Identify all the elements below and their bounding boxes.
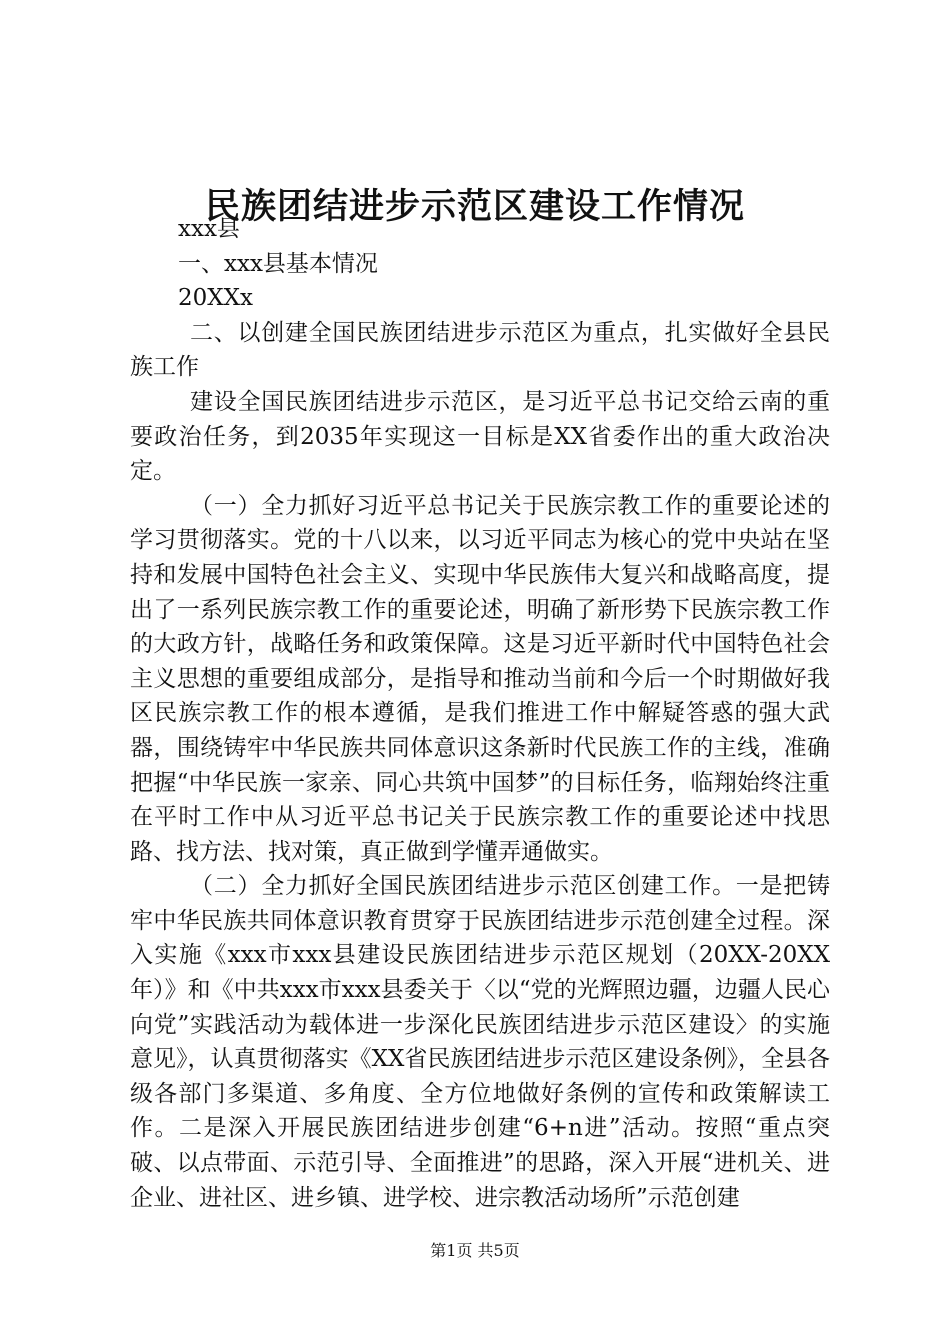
county-line: xxx县 (178, 216, 240, 242)
paragraph-part-1: （一）全力抓好习近平总书记关于民族宗教工作的重要论述的学习贯彻落实。党的十八以来，以习近平同志为核心的党中央站在坚持和发展中国特色社会主义、实现中华民族伟大复兴和战略高度，提出了一系列民族宗教工作的重要论述，明确了新形势下民族宗教工作的大政方针，战略任务和政策保障。这是习近平新时代中国特色社会主义思想的重要组成部分，是指导和推动当前和今后一个时期做好我区民族宗教工作的根本遵循，是我们推进工作中解疑答惑的强大武器，围绕铸牢中华民族共同体意识这条新时代民族工作的主线，准确把握“中华民族一家亲、同心共筑中国梦”的目标任务，临翔始终注重在平时工作中从习近平总书记关于民族宗教工作的重要论述中找思路、找方法、找对策，真正做到学懂弄通做实。 (130, 492, 830, 865)
paragraph-intro: 建设全国民族团结进步示范区，是习近平总书记交给云南的重要政治任务，到2035年实现这一目标是XX省委作出的重大政治决定。 (130, 388, 830, 485)
document-body (130, 212, 830, 1215)
document-title: 民族团结进步示范区建设工作情况 (204, 186, 745, 227)
section-heading-1: 一、xxx县基本情况 (178, 250, 378, 277)
paragraph-part-2: （二）全力抓好全国民族团结进步示范区创建工作。一是把铸牢中华民族共同体意识教育贯穿于民族团结进步示范创建全过程。深入实施《xxx市xxx县建设民族团结进步示范区规划（20XX-20XX年）》和《中共xxx市xxx县委关于〈以“党的光辉照边疆，边疆人民心向党”实践活动为载体进一步深化民族团结进步示范区建设〉的实施意见》，认真贯彻落实《XX省民族团结进步示范区建设条例》，全县各级各部门多渠道、多角度、全方位地做好条例的宣传和政策解读工作。二是深入开展民族团结进步创建“6+n进”活动。按照“重点突破、以点带面、示范引导、全面推进”的思路，深入开展“进机关、进企业、进社区、进乡镇、进学校、进宗教活动场所”示范创建 (130, 873, 830, 1211)
page-number: 第1页 共5页 (430, 1241, 520, 1260)
section-heading-2: 二、以创建全国民族团结进步示范区为重点，扎实做好全县民族工作 (130, 319, 830, 381)
year-line: 20XXx (178, 285, 253, 312)
